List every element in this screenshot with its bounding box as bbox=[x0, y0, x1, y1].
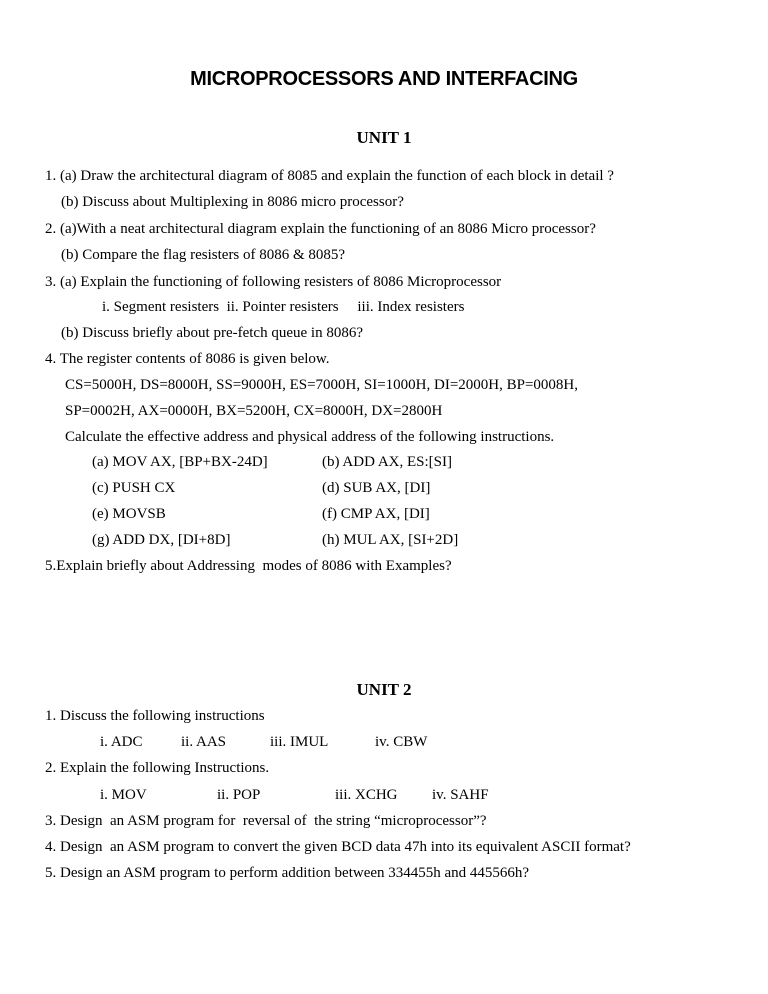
instruction-h: (h) MUL AX, [SI+2D] bbox=[322, 532, 459, 548]
register-values-1: CS=5000H, DS=8000H, SS=9000H, ES=7000H, SI=1000H, DI=2000H, BP=0008H, bbox=[65, 377, 579, 393]
calculate-instruction: Calculate the effective address and physical address of the following instructions. bbox=[65, 429, 555, 445]
question-4: 4. The register contents of 8086 is given below. bbox=[45, 351, 330, 367]
question-2b: (b) Compare the flag resisters of 8086 & 8085? bbox=[61, 247, 346, 263]
instruction-item: ii. POP bbox=[217, 787, 261, 803]
register-values-2: SP=0002H, AX=0000H, BX=5200H, CX=8000H, DX=2800H bbox=[65, 403, 443, 419]
unit2-heading: UNIT 2 bbox=[356, 680, 412, 699]
question-2a: 2. (a)With a neat architectural diagram explain the functioning of an 8086 Micro processor? bbox=[45, 221, 596, 237]
question-1b: (b) Discuss about Multiplexing in 8086 micro processor? bbox=[61, 194, 404, 210]
document-title: MICROPROCESSORS AND INTERFACING bbox=[190, 68, 578, 90]
instruction-item: ii. AAS bbox=[181, 734, 227, 750]
instruction-item: iv. CBW bbox=[375, 734, 428, 750]
unit2-question-3: 3. Design an ASM program for reversal of the string “microprocessor”? bbox=[45, 813, 487, 829]
instruction-e: (e) MOVSB bbox=[92, 506, 166, 522]
unit2-question-2: 2. Explain the following Instructions. bbox=[45, 760, 270, 776]
instruction-item: iii. XCHG bbox=[335, 787, 398, 803]
question-3a-items: i. Segment resisters ii. Pointer resisters iii. Index resisters bbox=[102, 299, 465, 315]
instruction-item: iv. SAHF bbox=[432, 787, 489, 803]
instruction-f: (f) CMP AX, [DI] bbox=[322, 506, 430, 522]
question-1a: 1. (a) Draw the architectural diagram of 8085 and explain the function of each block in detail ? bbox=[45, 168, 614, 184]
unit1-heading: UNIT 1 bbox=[356, 128, 412, 147]
unit2-question-4: 4. Design an ASM program to convert the given BCD data 47h into its equivalent ASCII format? bbox=[45, 839, 631, 855]
unit2-question-5: 5. Design an ASM program to perform addition between 334455h and 445566h? bbox=[45, 865, 530, 881]
unit2-question-1: 1. Discuss the following instructions bbox=[45, 708, 265, 724]
instruction-item: iii. IMUL bbox=[270, 734, 329, 750]
instruction-item: i. ADC bbox=[100, 734, 143, 750]
instruction-c: (c) PUSH CX bbox=[92, 480, 176, 496]
instruction-g: (g) ADD DX, [DI+8D] bbox=[92, 532, 231, 548]
question-3a: 3. (a) Explain the functioning of following resisters of 8086 Microprocessor bbox=[45, 274, 502, 290]
instruction-item: i. MOV bbox=[100, 787, 147, 803]
question-5: 5.Explain briefly about Addressing modes of 8086 with Examples? bbox=[45, 558, 452, 574]
instruction-d: (d) SUB AX, [DI] bbox=[322, 480, 431, 496]
instruction-b: (b) ADD AX, ES:[SI] bbox=[322, 454, 452, 470]
question-3b: (b) Discuss briefly about pre-fetch queue in 8086? bbox=[61, 325, 363, 341]
instruction-a: (a) MOV AX, [BP+BX-24D] bbox=[92, 454, 268, 470]
